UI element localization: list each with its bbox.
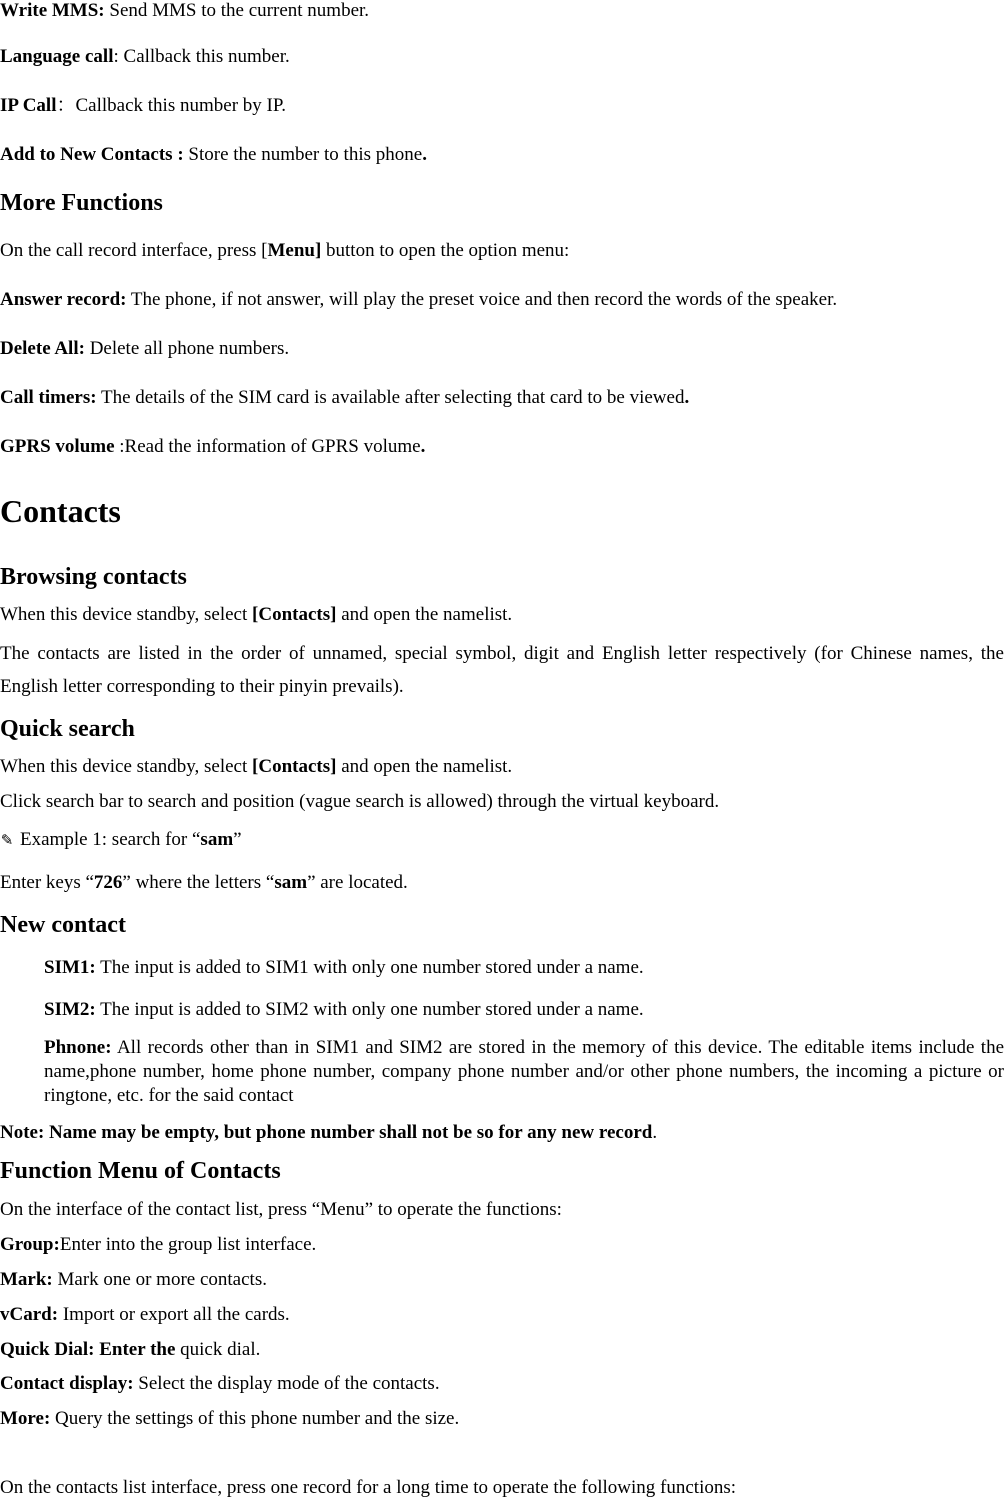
- item-term: vCard:: [0, 1304, 59, 1325]
- item-term: GPRS volume: [0, 436, 115, 457]
- period: .: [422, 144, 427, 165]
- item-desc: The input is added to SIM2 with only one number stored under a name.: [95, 999, 644, 1020]
- text: and open the namelist.: [336, 756, 513, 777]
- text: ” are located.: [307, 872, 408, 893]
- item-call-timers: [0, 387, 1004, 409]
- item-desc: quick dial.: [175, 1339, 261, 1360]
- intro-text: button to open the option menu:: [321, 240, 570, 261]
- item-term: Contact display:: [0, 1373, 134, 1394]
- item-desc: Query the settings of this phone number and the size.: [50, 1408, 460, 1429]
- quick-search-line2: Click search bar to search and position (vague search is allowed) through the virtual keyboard.: [0, 791, 720, 812]
- text: Enter keys “: [0, 872, 94, 893]
- function-menu-heading: Function Menu of Contacts: [0, 1158, 281, 1184]
- item-term: Call timers:: [0, 387, 97, 408]
- option-desc: Callback this number by IP.: [75, 95, 287, 116]
- menu-item-quick-dial: [0, 1339, 1004, 1361]
- contacts-key: [Contacts]: [252, 756, 337, 777]
- contacts-heading: Contacts: [0, 493, 121, 529]
- item-term: Delete All:: [0, 338, 85, 359]
- text: ” where the letters “: [122, 872, 275, 893]
- text: ”: [233, 829, 242, 850]
- quick-search-line: [0, 756, 1004, 778]
- pencil-icon: ✎: [0, 833, 14, 849]
- item-desc: The phone, if not answer, will play the preset voice and then record the words of the speaker.: [126, 289, 838, 310]
- example-key: sam: [200, 829, 234, 850]
- menu-key: Menu]: [267, 240, 322, 261]
- contacts-key: [Contacts]: [252, 604, 337, 625]
- note-text: Note: Name may be empty, but phone number shall not be so for any new record: [0, 1122, 653, 1143]
- option-ip-call: [0, 95, 1004, 117]
- item-term: Mark:: [0, 1269, 53, 1290]
- text: When this device standby, select: [0, 756, 253, 777]
- sim1-line: [44, 957, 1004, 979]
- item-term: SIM1:: [44, 957, 96, 978]
- period: .: [652, 1122, 658, 1143]
- option-language-call: [0, 46, 1004, 68]
- option-term: Language call: [0, 46, 114, 67]
- option-desc: Store the number to this phone: [188, 144, 423, 165]
- item-desc: All records other than in SIM1 and SIM2 are stored in the memory of this device. The editable items include the name,phone number, home phone number, company phone number and/or other phone numbers, the incoming a picture or ringtone, etc. for the said contact: [44, 1037, 1004, 1106]
- enter-keys-line: [0, 872, 1004, 894]
- browsing-paragraph: The contacts are listed in the order of unnamed, special symbol, digit and English letter respectively (for Chinese names, the English letter corresponding to their pinyin prevails).: [0, 643, 1004, 697]
- example-line: [0, 829, 1004, 851]
- text: Example 1: search for “: [20, 829, 201, 850]
- period: .: [420, 436, 426, 457]
- menu-item-contact-display: [0, 1373, 1004, 1395]
- item-desc: Delete all phone numbers.: [84, 338, 290, 359]
- separator: :: [113, 46, 124, 67]
- long-press-line: On the contacts list interface, press one record for a long time to operate the following functions:: [0, 1477, 737, 1498]
- item-term: Group:: [0, 1234, 60, 1255]
- item-desc: Select the display mode of the contacts.: [133, 1373, 440, 1394]
- item-term: Phnone:: [44, 1037, 112, 1058]
- separator: ：: [56, 95, 76, 116]
- quick-search-heading: Quick search: [0, 716, 135, 742]
- item-desc: Import or export all the cards.: [58, 1304, 290, 1325]
- intro-text: On the call record interface, press [: [0, 240, 268, 261]
- text: When this device standby, select: [0, 604, 253, 625]
- option-desc: Callback this number.: [123, 46, 290, 67]
- item-desc: The input is added to SIM1 with only one number stored under a name.: [95, 957, 644, 978]
- item-desc: :Read the information of GPRS volume: [114, 436, 421, 457]
- menu-item-mark: [0, 1269, 1004, 1291]
- item-delete-all: [0, 338, 1004, 360]
- new-contact-heading: New contact: [0, 912, 126, 938]
- letters-value: sam: [274, 872, 308, 893]
- keys-value: 726: [93, 872, 123, 893]
- function-menu-intro: On the interface of the contact list, press “Menu” to operate the functions:: [0, 1199, 562, 1220]
- browsing-contacts-heading: Browsing contacts: [0, 564, 187, 590]
- text: and open the namelist.: [336, 604, 513, 625]
- item-answer-record: [0, 289, 1004, 311]
- item-desc: The details of the SIM card is available after selecting that card to be viewed: [96, 387, 685, 408]
- more-functions-intro: [0, 240, 1004, 262]
- item-term: Quick Dial: Enter the: [0, 1339, 176, 1360]
- more-functions-heading: More Functions: [0, 190, 163, 216]
- option-term: Add to New Contacts :: [0, 144, 184, 165]
- item-term: SIM2:: [44, 999, 96, 1020]
- note-line: [0, 1122, 1004, 1144]
- menu-item-vcard: [0, 1304, 1004, 1326]
- item-desc: Mark one or more contacts.: [52, 1269, 267, 1290]
- option-add-contacts: [0, 144, 1004, 166]
- period: .: [684, 387, 690, 408]
- browsing-line: [0, 604, 1004, 626]
- phone-paragraph: [44, 1036, 1004, 1108]
- option-term: IP Call: [0, 95, 57, 116]
- option-write-mms: [0, 0, 1004, 22]
- option-desc: Send MMS to the current number.: [109, 0, 370, 21]
- item-desc: Enter into the group list interface.: [59, 1234, 317, 1255]
- sim2-line: [44, 999, 1004, 1021]
- menu-item-more: [0, 1408, 1004, 1430]
- item-gprs-volume: [0, 436, 1004, 458]
- item-term: More:: [0, 1408, 51, 1429]
- item-term: Answer record:: [0, 289, 127, 310]
- option-term: Write MMS:: [0, 0, 105, 21]
- menu-item-group: [0, 1234, 1004, 1256]
